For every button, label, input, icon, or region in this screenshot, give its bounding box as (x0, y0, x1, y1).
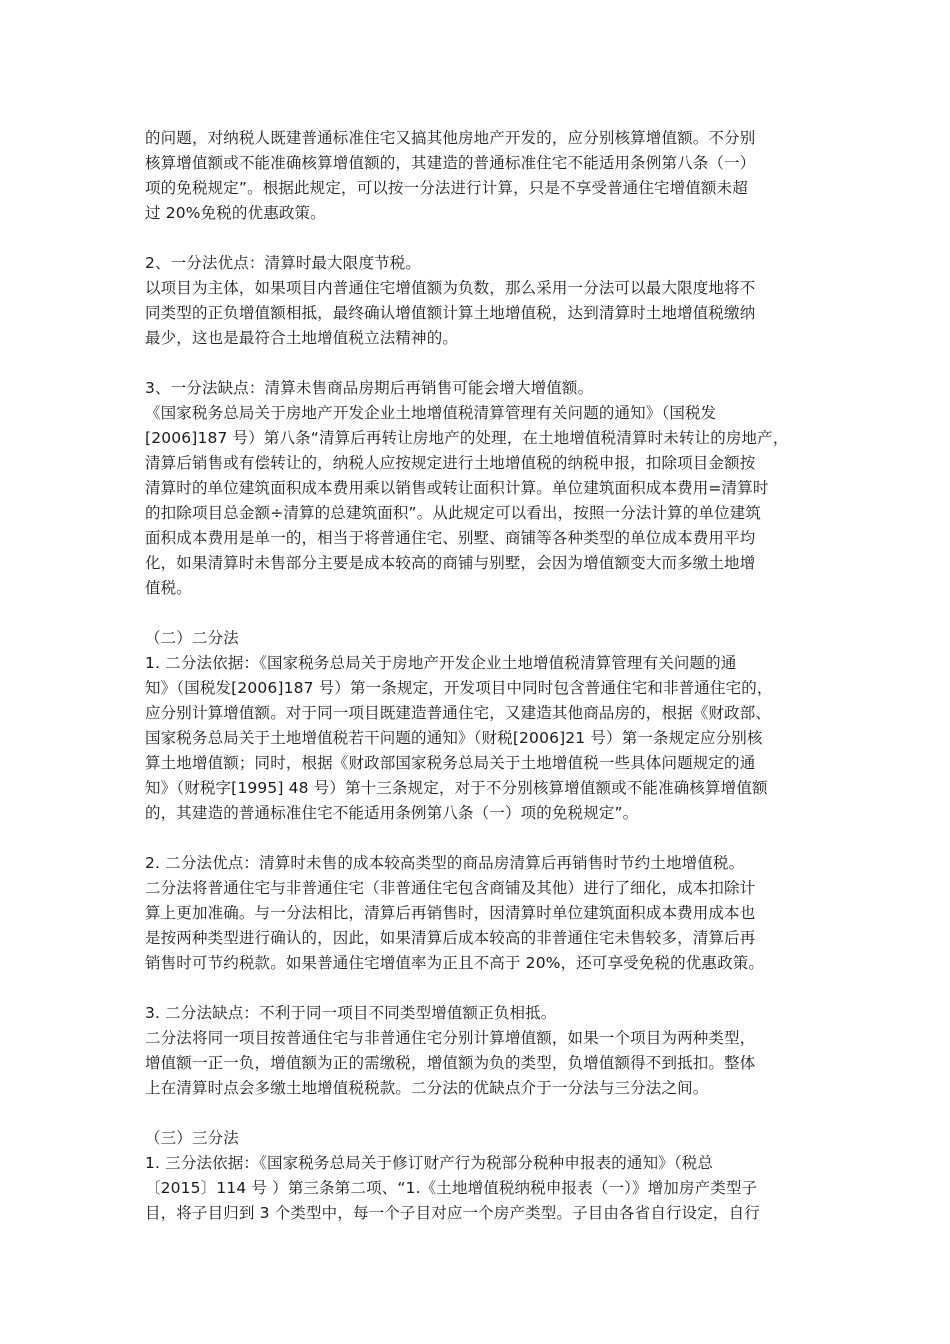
text-line: 面积成本费用是单一的，相当于将普通住宅、别墅、商铺等各种类型的单位成本费用平均 (145, 529, 756, 547)
text-line: 3. 二分法缺点：不利于同一项目不同类型增值额正负相抵。 (145, 1004, 557, 1022)
text-line: 化，如果清算时未售部分主要是成本较高的商铺与别墅，会因为增值额变大而多缴土地增 (145, 554, 756, 572)
paragraph (145, 1126, 813, 1226)
paragraph-spacer (145, 351, 813, 376)
text-line: 算上更加准确。与一分法相比，清算后再销售时，因清算时单位建筑面积成本费用成本也 (145, 904, 756, 922)
paragraph (145, 1001, 813, 1101)
text-line: 清算时的单位建筑面积成本费用乘以销售或转让面积计算。单位建筑面积成本费用=清算时 (145, 479, 769, 497)
text-line: 2、一分法优点：清算时最大限度节税。 (145, 254, 422, 272)
text-line: 1. 三分法依据：《国家税务总局关于修订财产行为税部分税种申报表的通知》（税总 (145, 1154, 714, 1172)
text-line: 的，其建造的普通标准住宅不能适用条例第八条（一）项的免税规定”。 (145, 804, 639, 822)
text-line: 《国家税务总局关于房地产开发企业土地增值税清算管理有关问题的通知》（国税发 (145, 404, 717, 422)
paragraph-spacer (145, 226, 813, 251)
text-line: 同类型的正负增值额相抵，最终确认增值额计算土地增值税，达到清算时土地增值税缴纳 (145, 304, 756, 322)
paragraph-spacer (145, 976, 813, 1001)
text-line: 〔2015〕114 号 ）第三条第二项、“1.《土地增值税纳税申报表（一）》增加房产类型子 (145, 1179, 758, 1197)
paragraph (145, 126, 813, 226)
text-line: 知》（国税发[2006]187 号）第一条规定，开发项目中同时包含普通住宅和非普通住宅的， (145, 679, 773, 697)
paragraph (145, 251, 813, 351)
paragraph-spacer (145, 826, 813, 851)
text-line: （三）三分法 (145, 1129, 239, 1147)
paragraph (145, 851, 813, 976)
text-line: 的问题，对纳税人既建普通标准住宅又搞其他房地产开发的，应分别核算增值额。不分别 (145, 129, 756, 147)
text-line: 算土地增值额；同时，根据《财政部国家税务总局关于土地增值税一些具体问题规定的通 (145, 754, 756, 772)
text-line: 3、一分法缺点：清算未售商品房期后再销售可能会增大增值额。 (145, 379, 594, 397)
text-line: 核算增值额或不能准确核算增值额的，其建造的普通标准住宅不能适用条例第八条（一） (145, 154, 756, 172)
text-line: 过 20%免税的优惠政策。 (145, 204, 326, 222)
text-line: 最少，这也是最符合土地增值税立法精神的。 (145, 329, 459, 347)
paragraph-spacer (145, 601, 813, 626)
document-body (145, 126, 813, 1226)
text-line: 的扣除项目总金额÷清算的总建筑面积”。从此规定可以看出，按照一分法计算的单位建筑 (145, 504, 762, 522)
text-line: 二分法将同一项目按普通住宅与非普通住宅分别计算增值额，如果一个项目为两种类型， (145, 1029, 756, 1047)
text-line: 应分别计算增值额。对于同一项目既建造普通住宅，又建造其他商品房的，根据《财政部、 (145, 704, 772, 722)
paragraph (145, 626, 813, 826)
text-line: 是按两种类型进行确认的，因此，如果清算后成本较高的非普通住宅未售较多，清算后再 (145, 929, 756, 947)
text-line: 值税。 (145, 579, 192, 597)
text-line: 增值额一正一负，增值额为正的需缴税，增值额为负的类型，负增值额得不到抵扣。整体 (145, 1054, 756, 1072)
text-line: 2. 二分法优点：清算时未售的成本较高类型的商品房清算后再销售时节约土地增值税。 (145, 854, 745, 872)
text-line: （二）二分法 (145, 629, 239, 647)
text-line: [2006]187 号）第八条“清算后再转让房地产的处理，在土地增值税清算时未转让的房地产， (145, 429, 789, 447)
text-line: 国家税务总局关于土地增值税若干问题的通知》（财税[2006]21 号）第一条规定应分别核 (145, 729, 763, 747)
text-line: 目，将子目归到 3 个类型中，每一个子目对应一个房产类型。子目由各省自行设定，自行 (145, 1204, 760, 1222)
paragraph (145, 376, 813, 601)
paragraph-spacer (145, 1101, 813, 1126)
text-line: 二分法将普通住宅与非普通住宅（非普通住宅包含商铺及其他）进行了细化，成本扣除计 (145, 879, 756, 897)
text-line: 知》（财税字[1995] 48 号）第十三条规定，对于不分别核算增值额或不能准确核算增值额 (145, 779, 768, 797)
text-line: 项的免税规定”。根据此规定，可以按一分法进行计算，只是不享受普通住宅增值额未超 (145, 179, 748, 197)
text-line: 以项目为主体，如果项目内普通住宅增值额为负数，那么采用一分法可以最大限度地将不 (145, 279, 756, 297)
text-line: 1. 二分法依据：《国家税务总局关于房地产开发企业土地增值税清算管理有关问题的通 (145, 654, 737, 672)
text-line: 清算后销售或有偿转让的，纳税人应按规定进行土地增值税的纳税申报，扣除项目金额按 (145, 454, 756, 472)
text-line: 销售时可节约税款。如果普通住宅增值率为正且不高于 20%，还可享受免税的优惠政策。 (145, 954, 765, 972)
text-line: 上在清算时点会多缴土地增值税税款。二分法的优缺点介于一分法与三分法之间。 (145, 1079, 709, 1097)
